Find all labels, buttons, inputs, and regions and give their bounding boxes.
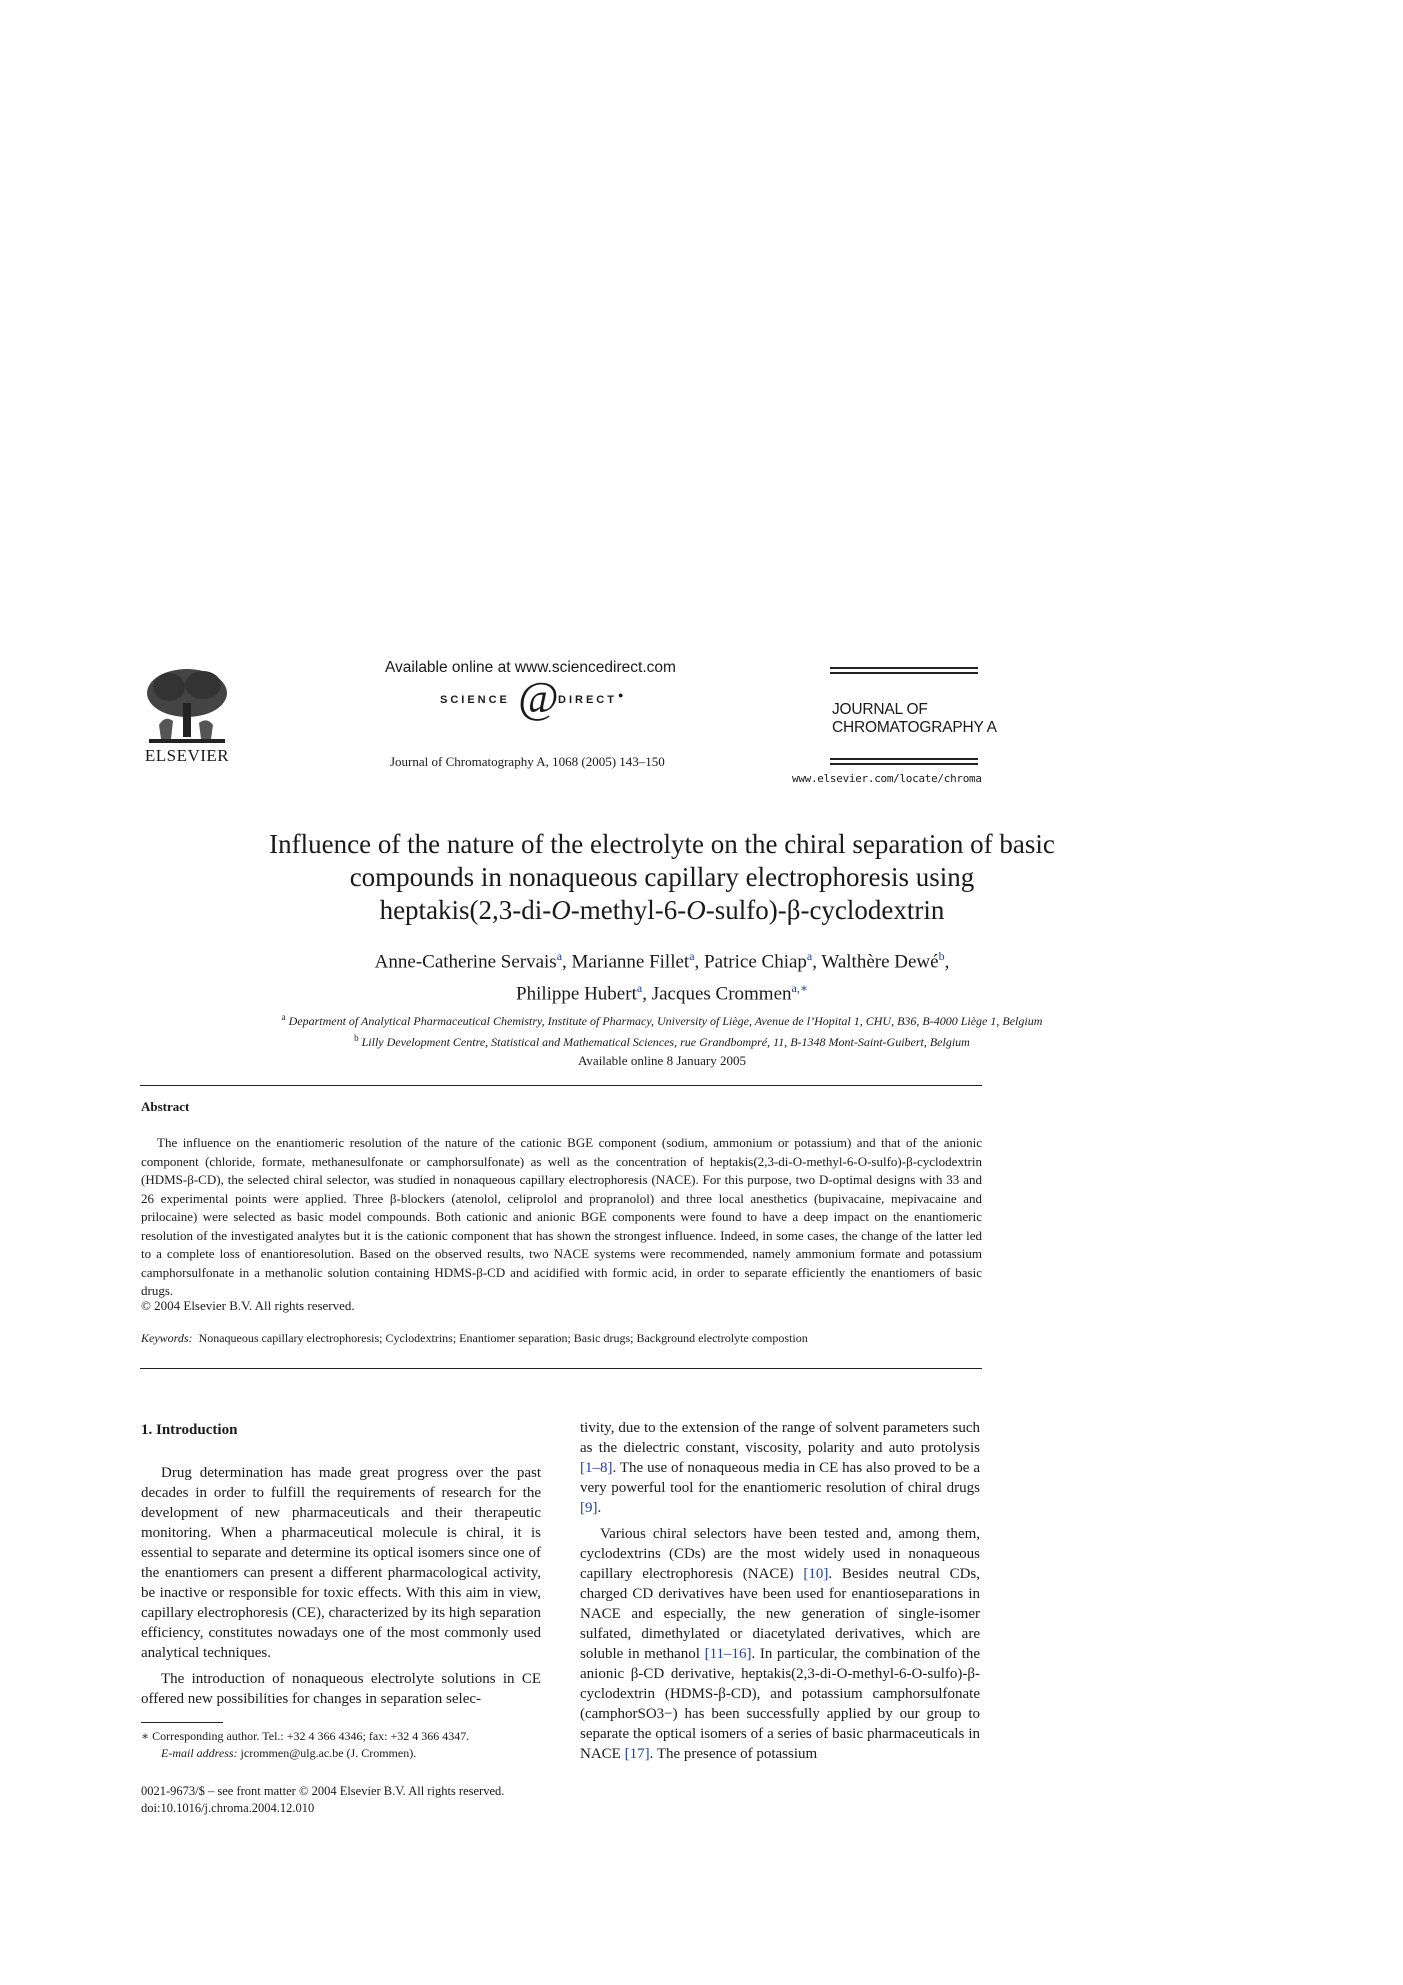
author-affil-link[interactable]: a [636, 981, 643, 996]
author-affil-link[interactable]: a [806, 949, 813, 963]
keywords-list: Nonaqueous capillary electrophoresis; Cyclodextrins; Enantiomer separation; Basic drugs; Background electrolyte compostion [198, 1331, 808, 1345]
abstract-body [141, 1134, 982, 1301]
available-online-text[interactable]: Available online at www.sciencedirect.com [385, 659, 676, 676]
author-name: Marianne Fillet [571, 951, 690, 973]
author-name: Philippe Hubert [516, 983, 637, 1005]
author-name: Walthère Dewé [821, 951, 939, 973]
keywords [141, 1331, 982, 1346]
citation-link[interactable]: [10] [803, 1566, 829, 1582]
journal-name-line2: CHROMATOGRAPHY A [832, 719, 997, 736]
citation-link[interactable]: [11–16] [704, 1646, 752, 1662]
journal-name-line1: JOURNAL OF [832, 701, 928, 718]
author-affil-link[interactable]: a,∗ [791, 981, 808, 996]
corresponding-author-footnote [141, 1728, 561, 1762]
right-column [580, 1418, 980, 1770]
title-line-2: compounds in nonaqueous capillary electrophoresis using [349, 862, 975, 892]
journal-name [832, 701, 997, 737]
issn-line: 0021-9673/$ – see front matter © 2004 Elsevier B.V. All rights reserved. [141, 1784, 505, 1798]
author-name: Patrice Chiap [704, 951, 807, 973]
sciencedirect-right-text: DIRECT [558, 694, 617, 706]
abstract-bottom-rule [140, 1368, 982, 1369]
section-heading-introduction: 1. Introduction [141, 1422, 238, 1438]
author-name: Jacques Crommen [651, 983, 792, 1005]
sciencedirect-at-icon: @ [518, 673, 559, 722]
title-line-3: heptakis(2,3-di-O-methyl-6-O-sulfo)-β-cyclodextrin [379, 895, 945, 925]
sciencedirect-bullet-icon: ● [618, 690, 624, 700]
affiliations [100, 1009, 1224, 1051]
author-affil-link[interactable]: a [689, 949, 695, 963]
journal-citation: Journal of Chromatography A, 1068 (2005) 143–150 [390, 754, 665, 769]
keywords-label: Keywords: [141, 1331, 193, 1345]
author-affil-link[interactable]: a [556, 949, 563, 963]
available-online-date: Available online 8 January 2005 [578, 1053, 746, 1068]
article-title [110, 828, 1214, 927]
citation-link[interactable]: [1–8] [580, 1460, 613, 1476]
intro-paragraph-1: Drug determination has made great progress over the past decades in order to fulfill the requirements of research for the development of new pharmaceuticals and their therapeutic monitoring. When a pharmaceutical molecule is chiral, it is essential to separate and determine its optical isomers since one of the enantiomers can present a different pharmacological activity, be inactive or responsible for toxic effects. With this aim in view, capillary electrophoresis (CE), characterized by its high separation efficiency, constitutes nowadays one of the most commonly used analytical techniques. [141, 1465, 541, 1661]
footnote-email: E-mail address: jcrommen@ulg.ac.be (J. Crommen). [161, 1746, 417, 1760]
author-name: Anne-Catherine Servais [374, 951, 557, 973]
author-affil-link[interactable]: b [938, 949, 945, 963]
abstract-top-rule [140, 1085, 982, 1086]
abstract-text: The influence on the enantiomeric resolution of the nature of the cationic BGE component (sodium, ammonium or potassium) and that of the anionic component (chloride, formate, methanesulfonate or camphorsulfonate) as well as the concentration of heptakis(2,3-di-O-methyl-6-O-sulfo)-β-cyclodextrin (HDMS-β-CD), the selected chiral selector, was studied in nonaqueous capillary electrophoresis (NACE). For this purpose, two D-optimal designs with 33 and 26 experimental points were applied. Three β-blockers (atenolol, celiprolol and propranolol) and three local anesthetics (bupivacaine, mepivacaine and prilocaine) were selected as basic model compounds. Both cationic and anionic BGE components were found to have a deep impact on the enantiomeric resolution of the investigated analytes but it is the cationic component that has shown the strongest influence. Indeed, in some cases, the change of the latter led to a complete loss of enantioresolution. Based on the observed results, two NACE systems were recommended, namely ammonium formate and potassium camphorsulfonate in a methanolic solution containing HDMS-β-CD and acidified with formic acid, in order to separate efficiently the enantiomers of basic drugs. [141, 1135, 982, 1298]
issn-doi [141, 1783, 504, 1817]
doi-line[interactable]: doi:10.1016/j.chroma.2004.12.010 [141, 1801, 315, 1815]
authors-line-1: Anne-Catherine Servais$^a$, Marianne Fillet$^a$, Patrice Chiap$^a$, Walthère Dewé$^b$, [374, 949, 950, 973]
intro-paragraph-4: Various chiral selectors have been tested and, among them, cyclodextrins (CDs) are the most widely used in nonaqueous capillary electrophoresis (NACE) [10]. Besides neutral CDs, charged CD derivatives have been used for enantioseparations in NACE and especially, the new generation of single-isomer sulfated, dimethylated or diacetylated derivatives, which are soluble in methanol [11–16]. In particular, the combination of the anionic β-CD derivative, heptakis(2,3-di-O-methyl-6-O-sulfo)-β-cyclodextrin (HDMS-β-CD), and potassium camphorsulfonate (camphorSO3−) has been successfully applied by our group to separate the optical isomers of a series of basic pharmaceuticals in NACE [17]. The presence of potassium [580, 1526, 981, 1762]
author-list [110, 943, 1214, 1008]
left-column [141, 1463, 541, 1715]
journal-rule-bottom [830, 758, 978, 765]
abstract-copyright: © 2004 Elsevier B.V. All rights reserved. [141, 1298, 355, 1313]
affiliation-b: $^b$ Lilly Development Centre, Statistical and Mathematical Sciences, rue Grandbompré, 11, B-1348 Mont-Saint-Guibert, Belgium [354, 1033, 970, 1049]
title-line-1: Influence of the nature of the electrolyte on the chiral separation of basic [269, 829, 1055, 859]
citation-link[interactable]: [17] [624, 1746, 650, 1762]
citation-link[interactable]: [9] [580, 1500, 598, 1516]
authors-line-2: Philippe Hubert$^a$, Jacques Crommen$^{a,∗}$ [516, 981, 808, 1005]
publisher-name: ELSEVIER [144, 746, 230, 765]
intro-paragraph-3: tivity, due to the extension of the range of solvent parameters such as the dielectric constant, viscosity, polarity and auto protolysis [1–8]. The use of nonaqueous media in CE has also proved to be a very powerful tool for the enantiomeric resolution of chiral drugs [9]. [580, 1420, 980, 1516]
sciencedirect-left-text: SCIENCE [440, 694, 510, 706]
abstract-heading: Abstract [141, 1099, 190, 1114]
email-link[interactable]: jcrommen@ulg.ac.be (J. Crommen). [240, 1746, 417, 1760]
footnote-contact: ∗ Corresponding author. Tel.: +32 4 366 4346; fax: +32 4 366 4347. [141, 1729, 470, 1743]
journal-url[interactable]: www.elsevier.com/locate/chroma [792, 772, 982, 785]
footnote-rule [141, 1722, 223, 1723]
sciencedirect-logo [440, 673, 630, 724]
intro-paragraph-2: The introduction of nonaqueous electrolyte solutions in CE offered new possibilities for changes in separation selec- [141, 1671, 541, 1707]
affiliation-a: $^a$ Department of Analytical Pharmaceutical Chemistry, Institute of Pharmacy, University of Liège, Avenue de l’Hopital 1, CHU, B36, B-4000 Liège 1, Belgium [281, 1012, 1043, 1028]
journal-rule-top [830, 667, 978, 674]
